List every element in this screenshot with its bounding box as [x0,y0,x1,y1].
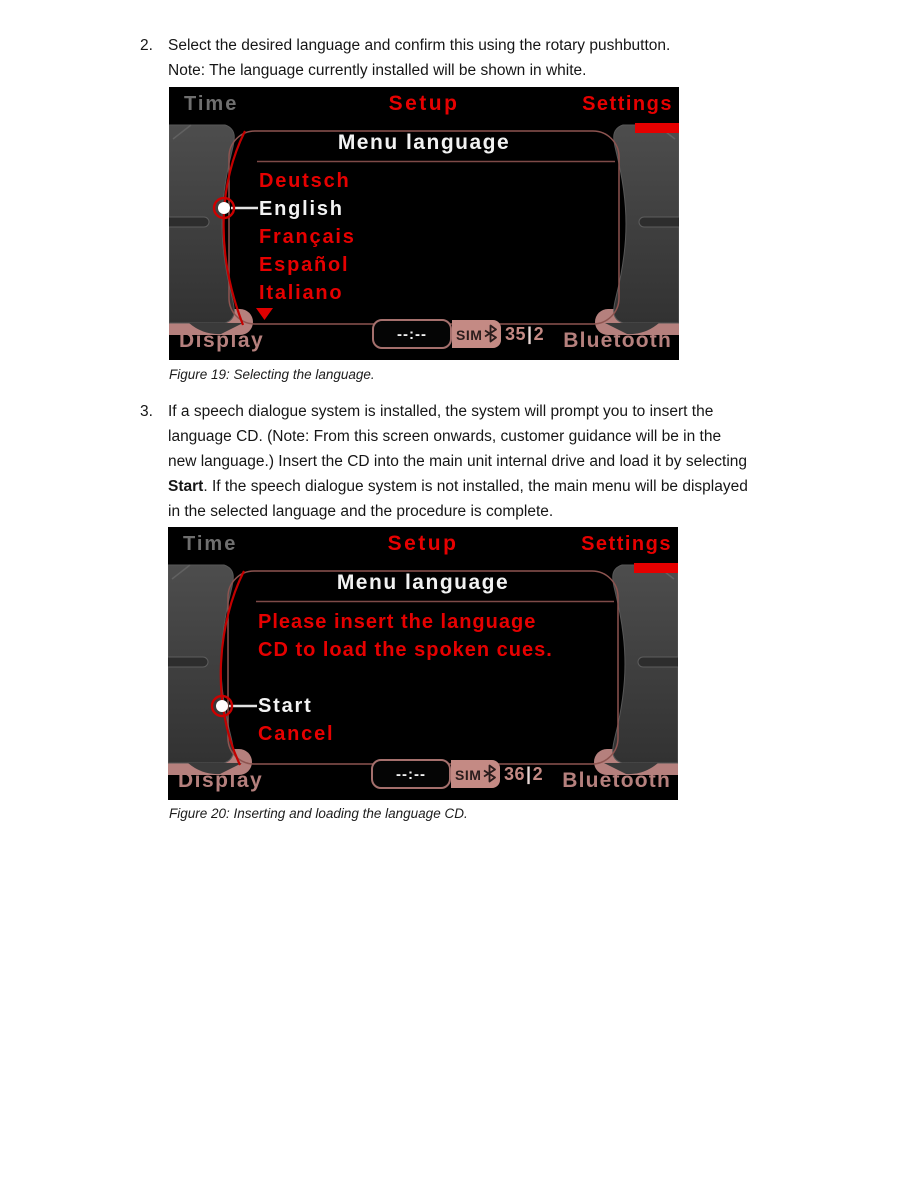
step-2 [140,33,805,83]
menu-item-english: English [259,198,344,220]
step-3-line-1: If a speech dialogue system is installed, the system will prompt you to insert the [168,403,714,420]
counter-divider: | [527,324,533,344]
menu-item-cancel: Cancel [258,723,335,745]
left-wing-notch [168,657,208,667]
start-bold-word: Start [168,478,204,495]
tab-setup: Setup [388,92,460,115]
mmi1-graphics [169,87,679,360]
signal-counter [505,324,544,345]
sim-label: SIM [456,327,483,343]
prompt-line-1: Please insert the language [258,611,537,633]
screen-title: Menu language [337,131,511,154]
step-3-text [168,399,805,524]
step-2-text [168,33,805,83]
tab-settings: Settings [582,93,673,115]
clock-field: --:-- [397,326,427,343]
menu-item-francais: Français [259,226,356,248]
step-3 [140,399,805,524]
step-3-line-2: language CD. (Note: From this screen onwards, customer guidance will be in the [168,428,722,445]
step-2-line-2: Note: The language currently installed will be shown in white. [168,62,587,79]
menu-item-italiano: Italiano [259,282,344,304]
softkey-display: Display [179,329,265,352]
counter-right: 2 [533,324,545,344]
menu-item-start: Start [258,695,313,717]
down-triangle-icon [256,308,273,320]
sim-label: SIM [455,767,482,783]
softkey-bluetooth: Bluetooth [562,769,671,792]
counter-left: 36 [504,764,526,784]
menu-item-deutsch: Deutsch [259,170,351,192]
step-2-line-1: Select the desired language and confirm this using the rotary pushbutton. [168,37,671,54]
counter-right: 2 [532,764,544,784]
figure-20-caption: Figure 20: Inserting and loading the language CD. [169,806,468,821]
menu-item-espanol: Español [259,254,350,276]
tab-time: Time [183,533,238,555]
step-3-number: 3. [140,403,153,420]
mmi-screen-figure19 [169,87,679,360]
settings-highlight-bar [634,563,678,573]
right-wing-notch [639,217,679,227]
counter-divider: | [526,764,532,784]
step-3-line-4: Start. If the speech dialogue system is not installed, the main menu will be displayed [168,478,748,495]
figure-19-caption: Figure 19: Selecting the language. [169,367,375,382]
settings-highlight-bar [635,123,679,133]
tab-settings: Settings [581,533,672,555]
step-3-line-3: new language.) Insert the CD into the main unit internal drive and load it by selecting [168,453,748,470]
screen-title: Menu language [336,571,510,594]
tab-time: Time [184,93,239,115]
step-3-line-5: in the selected language and the procedure is complete. [168,503,554,520]
tab-setup: Setup [387,532,459,555]
clock-field: --:-- [396,766,426,783]
step-2-number: 2. [140,37,153,54]
left-wing-notch [169,217,209,227]
softkey-display: Display [178,769,264,792]
signal-counter [504,764,543,785]
mmi-screen-figure20 [168,527,678,800]
mmi2-graphics [168,527,678,800]
prompt-line-2: CD to load the spoken cues. [258,639,553,661]
counter-left: 35 [505,324,527,344]
right-wing-notch [638,657,678,667]
softkey-bluetooth: Bluetooth [563,329,672,352]
